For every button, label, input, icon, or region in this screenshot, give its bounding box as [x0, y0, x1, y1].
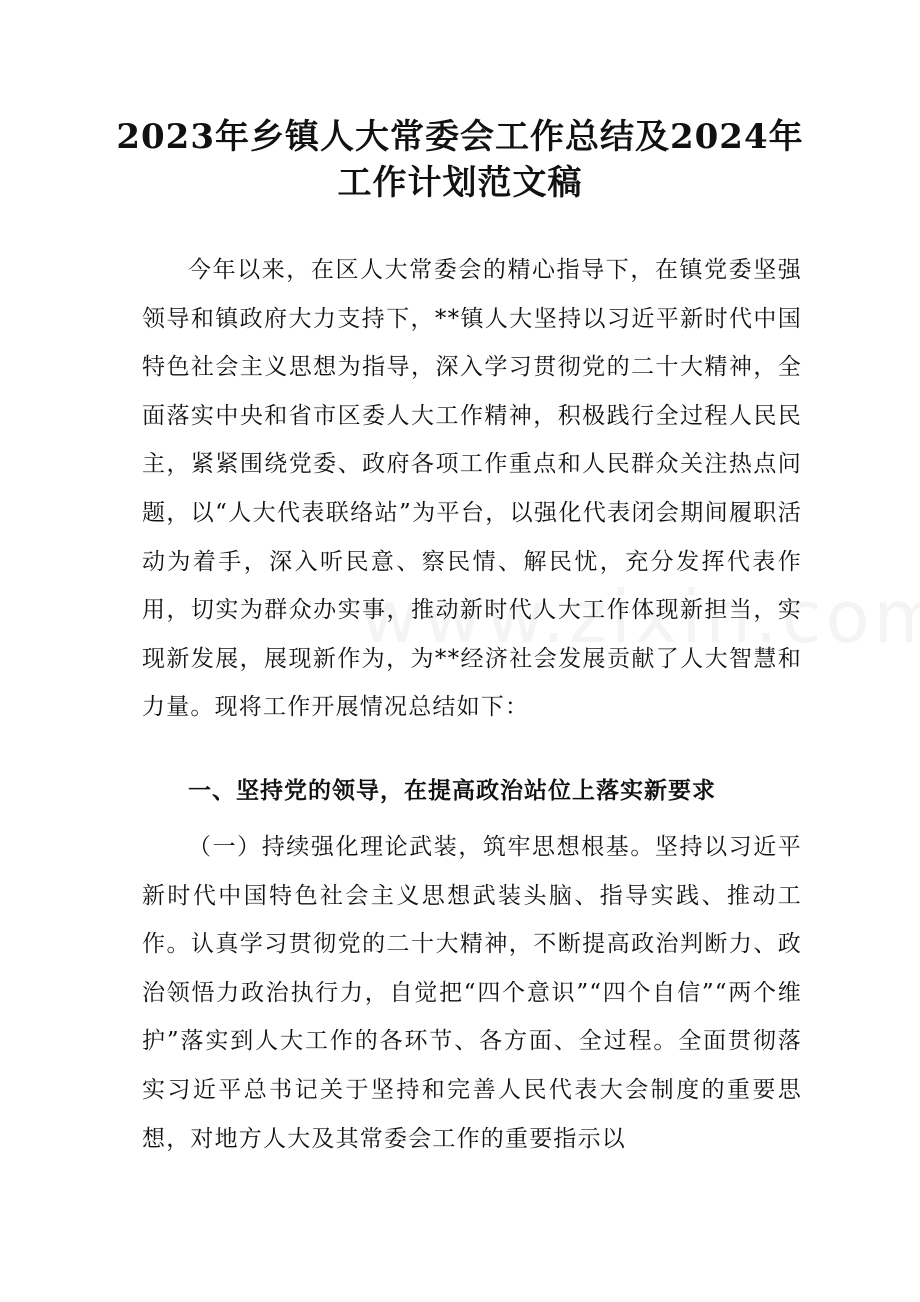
section-1-heading: 一、坚持党的领导，在提高政治站位上落实新要求	[188, 778, 716, 804]
section-1-paragraph: （一）持续强化理论武装，筑牢思想根基。坚持以习近平新时代中国特色社会主义思想武装头脑、指导实践、推动工作。认真学习贯彻党的二十大精神，不断提高政治判断力、政治领悟力政治执行力，自觉把“四个意识”“四个自信”“两个维护”落实到人大工作的各环节、各方面、全过程。全面贯彻落实习近平总书记关于坚持和完善人民代表大会制度的重要思想，对地方人大及其常委会工作的重要指示以	[142, 834, 802, 1152]
intro-paragraph: 今年以来，在区人大常委会的精心指导下，在镇党委坚强领导和镇政府大力支持下，**镇人大坚持以习近平新时代中国特色社会主义思想为指导，深入学习贯彻党的二十大精神，全面落实中央和省市区委人大工作精神，积极践行全过程人民民主，紧紧围绕党委、政府各项工作重点和人民群众关注热点问题，以“人大代表联络站”为平台，以强化代表闭会期间履职活动为着手，深入听民意、察民情、解民忧，充分发挥代表作用，切实为群众办实事，推动新时代人大工作体现新担当，实现新发展，展现新作为，为**经济社会发展贡献了人大智慧和力量。现将工作开展情况总结如下：	[142, 257, 802, 721]
document-title-line-2: 工作计划范文稿	[337, 163, 583, 203]
document-title-line-1: 2023年乡镇人大常委会工作总结及2024年	[116, 117, 804, 157]
